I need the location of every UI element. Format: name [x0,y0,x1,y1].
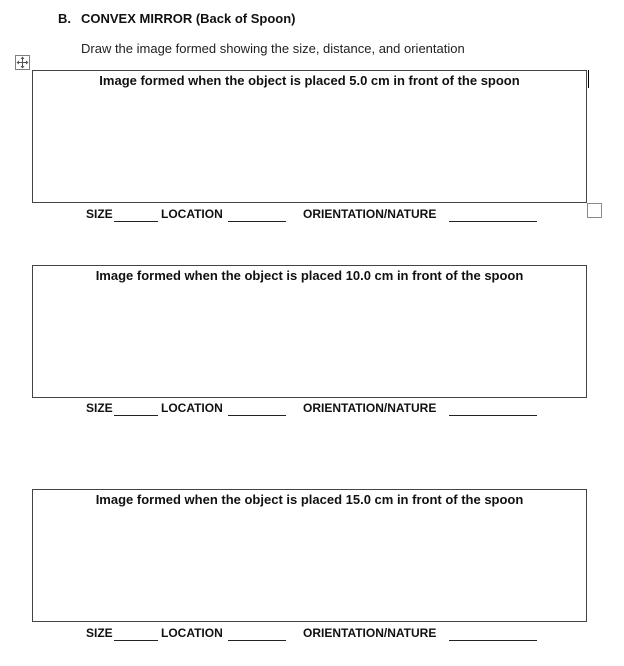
location-blank[interactable] [228,221,286,222]
drawing-box-2[interactable] [32,265,587,398]
size-blank[interactable] [114,221,158,222]
size-label: SIZE [86,207,113,221]
table-resize-handle[interactable] [587,203,602,218]
instruction-text: Draw the image formed showing the size, distance, and orientation [81,41,465,56]
answer-row-3 [86,626,546,642]
location-blank[interactable] [228,640,286,641]
answer-row-1 [86,207,546,223]
box-title-1: Image formed when the object is placed 5.0 cm in front of the spoon [99,73,520,88]
orientation-blank[interactable] [449,221,537,222]
size-label: SIZE [86,401,113,415]
size-blank[interactable] [114,415,158,416]
location-label: LOCATION [161,626,223,640]
drawing-box-3[interactable] [32,489,587,622]
table-move-handle[interactable] [15,55,30,70]
orientation-blank[interactable] [449,415,537,416]
orientation-blank[interactable] [449,640,537,641]
section-letter: B. [58,11,71,26]
section-heading [58,11,296,26]
orientation-label: ORIENTATION/NATURE [303,207,437,221]
location-label: LOCATION [161,401,223,415]
orientation-label: ORIENTATION/NATURE [303,401,437,415]
drawing-box-1[interactable] [32,70,587,203]
orientation-label: ORIENTATION/NATURE [303,626,437,640]
move-arrows-icon [16,56,29,69]
size-blank[interactable] [114,640,158,641]
location-blank[interactable] [228,415,286,416]
size-label: SIZE [86,626,113,640]
text-cursor [588,70,589,88]
box-title-3: Image formed when the object is placed 15.0 cm in front of the spoon [95,492,524,507]
answer-row-2 [86,401,546,417]
box-title-2: Image formed when the object is placed 10.0 cm in front of the spoon [95,268,524,283]
location-label: LOCATION [161,207,223,221]
section-title: CONVEX MIRROR (Back of Spoon) [81,11,296,26]
